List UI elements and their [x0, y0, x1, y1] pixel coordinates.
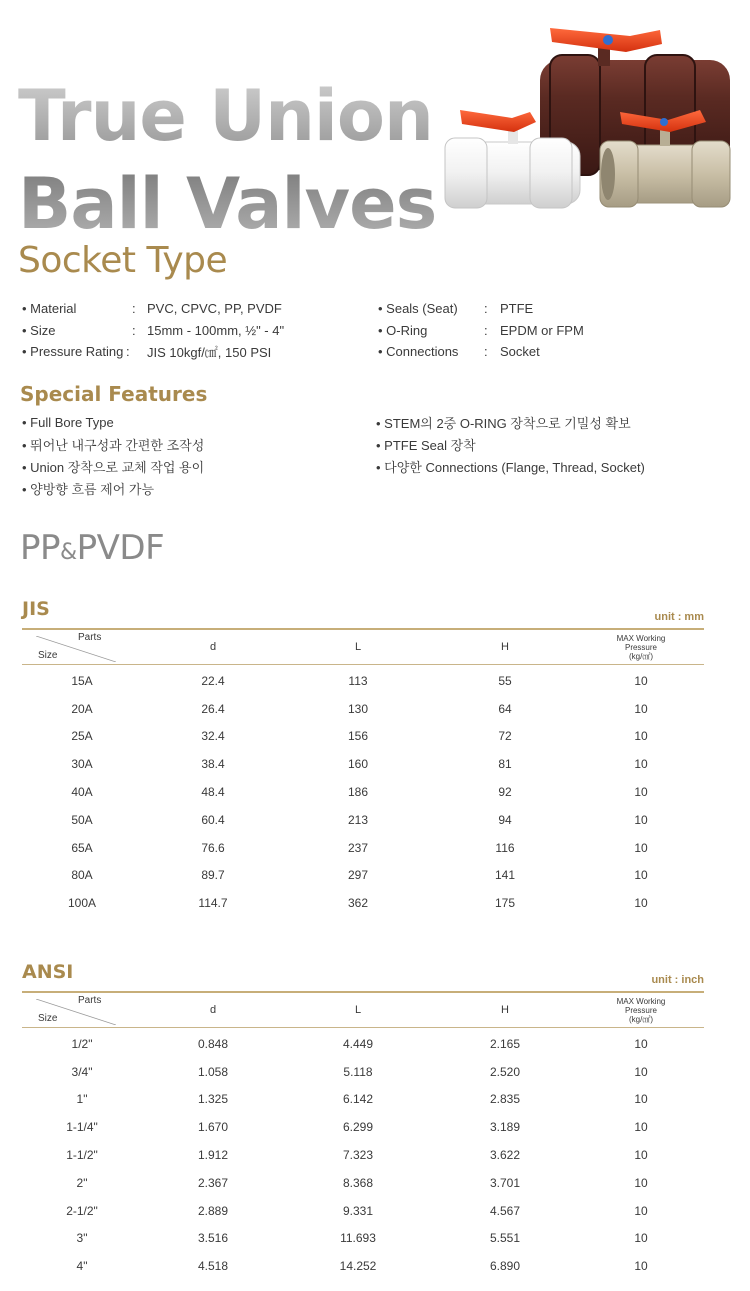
- spec-label: • O-Ring: [378, 322, 428, 338]
- cell-pressure: 10: [634, 673, 648, 688]
- header-L: L: [354, 1004, 362, 1016]
- specs-right: [378, 298, 584, 363]
- spec-label: • Seals (Seat): [378, 301, 458, 317]
- cell-pressure: 10: [634, 1203, 648, 1218]
- feature-item: • 양방향 흐름 제어 가능: [22, 481, 155, 497]
- table-row: [22, 1252, 704, 1280]
- spec-pressure-rating: [22, 341, 284, 363]
- cell-H: 4.567: [489, 1203, 521, 1218]
- cell-pressure: 10: [634, 812, 648, 827]
- hero-title: [18, 72, 436, 248]
- cell-pressure: 10: [634, 896, 648, 911]
- cell-L: 4.449: [342, 1036, 374, 1051]
- header-max-working-pressure: [578, 993, 704, 1027]
- cell-pressure: 10: [634, 1148, 648, 1163]
- cell-size: 25A: [71, 729, 93, 744]
- cell-d: 60.4: [201, 812, 225, 827]
- feature-item: • Union 장착으로 교체 작업 용이: [22, 459, 205, 475]
- table-row: [22, 778, 704, 806]
- jis-unit-label: unit : mm: [654, 611, 704, 623]
- cell-pressure: 10: [634, 1092, 648, 1107]
- cell-pressure: 10: [634, 701, 648, 716]
- cell-L: 362: [347, 896, 369, 911]
- table-row: [22, 1225, 704, 1253]
- cell-L: 297: [347, 868, 369, 883]
- cell-H: 55: [498, 673, 512, 688]
- spec-value: PVC, CPVC, PP, PVDF: [147, 301, 282, 317]
- table-row: [22, 862, 704, 890]
- spec-connections: [378, 341, 584, 363]
- cell-size: 3/4": [71, 1064, 93, 1079]
- cell-size: 30A: [71, 757, 93, 772]
- cell-pressure: 10: [634, 1036, 648, 1051]
- cell-size: 50A: [71, 812, 93, 827]
- cell-d: 26.4: [201, 701, 225, 716]
- header-pressure: Pressure: [624, 1005, 657, 1015]
- header-d: d: [209, 641, 217, 653]
- cell-d: 1.058: [197, 1064, 229, 1079]
- cell-L: 11.693: [340, 1231, 376, 1246]
- cell-H: 2.520: [489, 1064, 521, 1079]
- cell-L: 113: [348, 673, 368, 688]
- header-size: Size: [38, 650, 58, 661]
- table-row: [22, 695, 704, 723]
- table-row: [22, 1113, 704, 1141]
- ball-valves-product-image: [430, 10, 740, 230]
- cell-pressure: 10: [634, 785, 648, 800]
- cell-d: 3.516: [197, 1231, 229, 1246]
- specs-left: [22, 298, 284, 363]
- cell-L: 6.299: [342, 1120, 374, 1135]
- jis-header-rule: [22, 664, 704, 665]
- cell-size: 15A: [71, 673, 93, 688]
- cell-d: 1.325: [197, 1092, 229, 1107]
- jis-section-title: JIS: [22, 598, 50, 620]
- cell-d: 0.848: [197, 1036, 229, 1051]
- cell-L: 6.142: [342, 1092, 374, 1107]
- header-d: d: [209, 1004, 217, 1016]
- cell-L: 237: [347, 840, 369, 855]
- cell-size: 4": [76, 1259, 88, 1274]
- hero-title-line-1: True Union: [18, 75, 433, 157]
- spec-label: • Connections: [378, 344, 459, 360]
- header-H: H: [501, 1004, 509, 1016]
- cell-pressure: 10: [634, 868, 648, 883]
- cell-L: 14.252: [339, 1259, 377, 1274]
- cell-pressure: 10: [634, 1064, 648, 1079]
- spec-material: [22, 298, 284, 320]
- cell-size: 1-1/4": [66, 1120, 98, 1135]
- feature-item: • 뛰어난 내구성과 간편한 조작성: [22, 437, 205, 453]
- feature-item: • PTFE Seal 장착: [376, 437, 476, 453]
- cell-d: 76.6: [201, 840, 225, 855]
- header-max-working: MAX Working: [616, 633, 666, 643]
- cell-L: 186: [347, 785, 369, 800]
- cell-H: 141: [494, 868, 516, 883]
- cell-H: 3.622: [489, 1148, 521, 1163]
- header-H: H: [501, 641, 509, 653]
- spec-colon: :: [484, 301, 488, 317]
- cell-H: 81: [498, 757, 512, 772]
- ansi-header-rule: [22, 1027, 704, 1028]
- cell-size: 1-1/2": [66, 1148, 98, 1163]
- cell-L: 156: [347, 729, 369, 744]
- table-row: [22, 750, 704, 778]
- ansi-section-title: ANSI: [22, 961, 74, 983]
- cell-pressure: 10: [634, 757, 648, 772]
- hero-title-line-2: Ball Valves: [18, 163, 437, 245]
- header-pressure: Pressure: [624, 642, 657, 652]
- header-size: Size: [38, 1013, 58, 1024]
- spec-colon: :: [484, 344, 488, 360]
- table-row: [22, 806, 704, 834]
- cell-L: 130: [347, 701, 369, 716]
- spec-colon: :: [126, 344, 130, 360]
- cell-L: 213: [347, 812, 369, 827]
- cell-size: 2": [76, 1175, 88, 1190]
- cell-H: 2.835: [489, 1092, 521, 1107]
- table-row: [22, 834, 704, 862]
- cell-H: 94: [498, 812, 512, 827]
- features-right: [376, 411, 645, 477]
- cell-pressure: 10: [634, 1175, 648, 1190]
- table-row: [22, 1030, 704, 1058]
- ansi-table-header: [22, 993, 704, 1027]
- feature-item: • STEM의 2중 O-RING 장착으로 기밀성 확보: [376, 415, 631, 431]
- cell-d: 32.4: [201, 729, 225, 744]
- cell-d: 2.367: [197, 1175, 229, 1190]
- cell-d: 4.518: [197, 1259, 229, 1274]
- cell-pressure: 10: [634, 840, 648, 855]
- features-left: [22, 411, 204, 499]
- cell-size: 2-1/2": [66, 1203, 98, 1218]
- cell-d: 89.7: [201, 868, 225, 883]
- cell-d: 2.889: [197, 1203, 229, 1218]
- spec-colon: :: [132, 322, 136, 338]
- cell-d: 22.4: [201, 673, 225, 688]
- cell-d: 114.7: [198, 896, 228, 911]
- cell-H: 175: [494, 896, 516, 911]
- material-pvdf: PVDF: [76, 528, 165, 568]
- jis-table-header: [22, 630, 704, 664]
- cell-L: 8.368: [342, 1175, 374, 1190]
- material-pp: PP: [20, 528, 61, 568]
- spec-colon: :: [484, 322, 488, 338]
- spec-o-ring: [378, 320, 584, 342]
- socket-type-subtitle: Socket Type: [18, 240, 228, 281]
- cell-pressure: 10: [634, 1120, 648, 1135]
- spec-label: • Pressure Rating: [22, 344, 124, 360]
- cell-L: 9.331: [342, 1203, 374, 1218]
- cell-H: 64: [498, 701, 512, 716]
- jis-table: [22, 667, 704, 917]
- cell-H: 6.890: [489, 1259, 521, 1274]
- cell-L: 5.118: [343, 1064, 373, 1079]
- cell-H: 3.189: [489, 1120, 521, 1135]
- header-parts: Parts: [78, 995, 102, 1006]
- material-title: [20, 528, 164, 568]
- header-pressure-unit: (kg/㎠): [629, 651, 653, 661]
- cell-size: 65A: [71, 840, 93, 855]
- cell-H: 3.701: [489, 1175, 521, 1190]
- cell-H: 92: [498, 785, 512, 800]
- cell-H: 5.551: [489, 1231, 521, 1246]
- ansi-unit-label: unit : inch: [651, 974, 704, 986]
- material-ampersand: &: [60, 540, 77, 565]
- table-row: [22, 1197, 704, 1225]
- cell-size: 3": [76, 1231, 88, 1246]
- table-row: [22, 1169, 704, 1197]
- table-row: [22, 667, 704, 695]
- cell-size: 20A: [71, 701, 93, 716]
- cell-size: 80A: [71, 868, 93, 883]
- spec-size: [22, 320, 284, 342]
- special-features-title: Special Features: [20, 382, 208, 406]
- feature-item: • 다양한 Connections (Flange, Thread, Socket): [376, 459, 645, 475]
- cell-H: 116: [495, 840, 515, 855]
- cell-H: 72: [498, 729, 512, 744]
- table-row: [22, 1086, 704, 1114]
- cell-d: 48.4: [201, 785, 225, 800]
- header-parts: Parts: [78, 632, 102, 643]
- table-row: [22, 1058, 704, 1086]
- table-row: [22, 723, 704, 751]
- cell-d: 1.670: [197, 1120, 229, 1135]
- header-pressure-unit: (kg/㎠): [629, 1014, 653, 1024]
- cell-pressure: 10: [634, 1231, 648, 1246]
- cell-size: 1/2": [71, 1036, 93, 1051]
- spec-value: EPDM or FPM: [500, 322, 584, 338]
- spec-value: 15mm - 100mm, ½" - 4": [147, 322, 285, 338]
- cell-d: 1.912: [197, 1148, 229, 1163]
- table-row: [22, 1141, 704, 1169]
- header-max-working-pressure: [578, 630, 704, 664]
- header-max-working: MAX Working: [616, 996, 666, 1006]
- cell-d: 38.4: [201, 757, 225, 772]
- spec-label: • Material: [22, 301, 77, 317]
- cell-pressure: 10: [634, 729, 648, 744]
- cell-pressure: 10: [634, 1259, 648, 1274]
- cell-size: 100A: [67, 896, 97, 911]
- cell-size: 40A: [71, 785, 93, 800]
- table-row: [22, 889, 704, 917]
- cell-L: 160: [347, 757, 369, 772]
- header-L: L: [354, 641, 362, 653]
- cell-H: 2.165: [489, 1036, 521, 1051]
- ansi-table: [22, 1030, 704, 1280]
- spec-value: PTFE: [500, 301, 534, 317]
- spec-value: JIS 10kgf/㎠, 150 PSI: [147, 345, 272, 361]
- spec-colon: :: [132, 301, 136, 317]
- cell-L: 7.323: [342, 1148, 374, 1163]
- spec-label: • Size: [22, 322, 56, 338]
- spec-value: Socket: [500, 344, 540, 360]
- cell-size: 1": [76, 1092, 88, 1107]
- spec-seals: [378, 298, 584, 320]
- feature-item: • Full Bore Type: [22, 414, 114, 430]
